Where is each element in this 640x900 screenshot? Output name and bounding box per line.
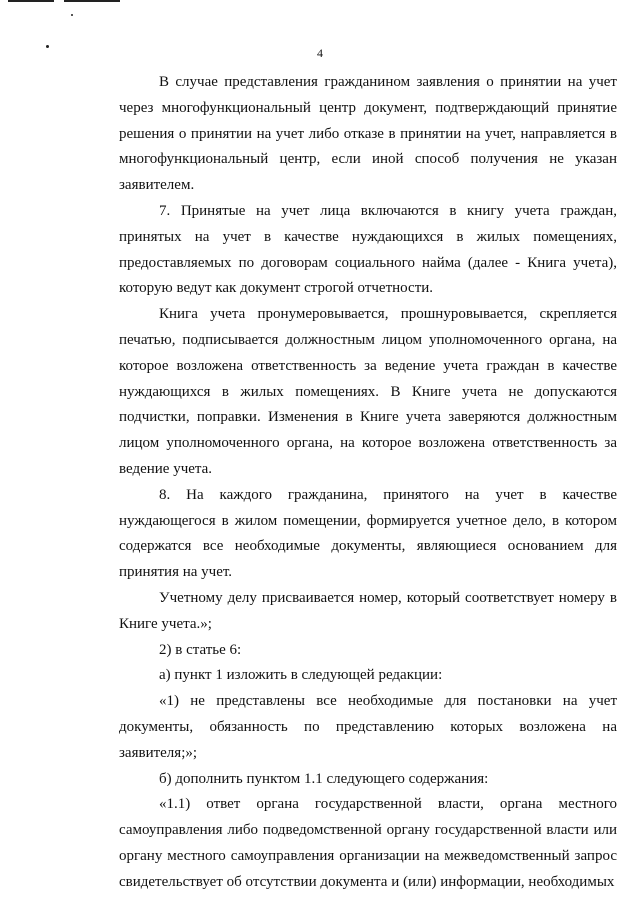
paragraph-subitem-a: а) пункт 1 изложить в следующей редакции: <box>159 667 443 684</box>
paragraph-mfc-decision: В случае представления гражданином заявления о принятии на учет через многофункциональный центр документ, подтверждающий принятие решения о принятии на учет либо отказе в принятии на учет, направляется в многофункциональный центр, если иной способ получения не указан заявителем. <box>119 74 617 194</box>
paragraph-subitem-b: б) дополнить пунктом 1.1 следующего содержания: <box>159 770 489 787</box>
paragraph-point-1-1: «1.1) ответ органа государственной власти, органа местного самоуправления либо подведомственной органу государственной власти или органу местного самоуправления организации на межведомственный запрос свидетельствует об отсутствии документа и (или) информации, необходимых <box>119 796 617 890</box>
scan-artifact-line <box>64 0 120 2</box>
document-body <box>119 70 617 896</box>
paragraph-registry-book: Книга учета пронумеровывается, прошнуровывается, скрепляется печатью, подписывается должностным лицом уполномоченного органа, на которое возложена ответственность за ведение учета граждан в качестве нуждающихся в жилых помещениях. В Книге учета не допускаются подчистки, поправки. Изменения в Книге учета заверяются должностным лицом уполномоченного органа, на которое возложена ответственность за ведение учета. <box>119 306 617 477</box>
page-number: 4 <box>317 46 323 60</box>
paragraph-point-1: «1) не представлены все необходимые для постановки на учет документы, обязанность по представлению которых возложена на заявителя;»; <box>119 693 617 761</box>
paragraph-case-number: Учетному делу присваивается номер, который соответствует номеру в Книге учета.»; <box>119 589 617 632</box>
paragraph-item-8: 8. На каждого гражданина, принятого на учет в качестве нуждающегося в жилом помещении, формируется учетное дело, в котором содержатся все необходимые документы, являющиеся основанием для принятия на учет. <box>119 486 617 581</box>
scan-artifact-line <box>8 0 54 2</box>
paragraph-article-6: 2) в статье 6: <box>159 641 242 658</box>
scan-artifact-dot <box>71 14 73 16</box>
paragraph-item-7: 7. Принятые на учет лица включаются в книгу учета граждан, принятых на учет в качестве нуждающихся в жилых помещениях, предоставляемых по договорам социального найма (далее - Книга учета), которую ведут как документ строгой отчетности. <box>119 202 617 297</box>
